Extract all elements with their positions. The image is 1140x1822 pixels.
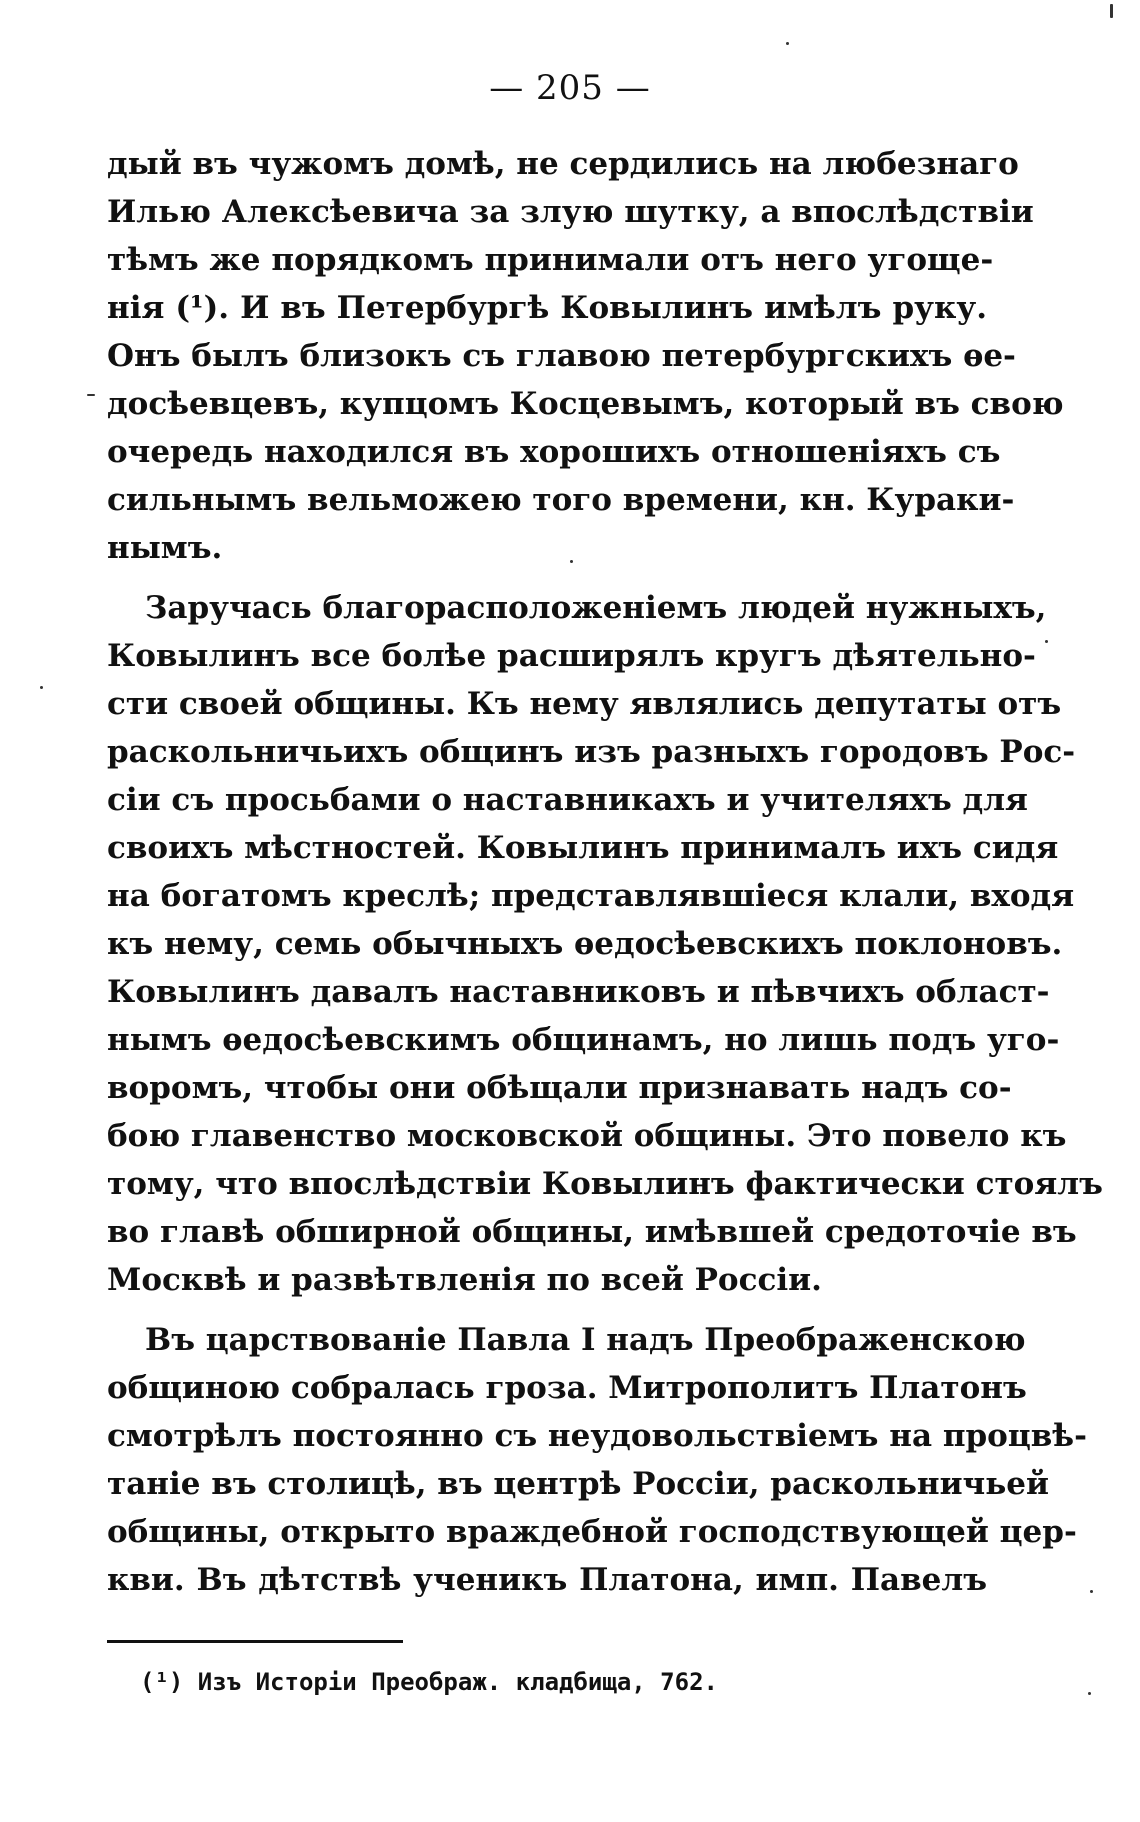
- text-line: дый въ чужомъ домѣ, не сердились на любезнаго: [107, 146, 1019, 182]
- text-line: Илью Алексѣевича за злую шутку, а впослѣдствіи: [107, 194, 1034, 230]
- text-line: во главѣ обширной общины, имѣвшей средоточіе въ: [107, 1214, 1077, 1250]
- scan-speck: [40, 686, 43, 689]
- text-line: нія (¹). И въ Петербургѣ Ковылинъ имѣлъ руку.: [107, 290, 987, 326]
- paragraph-gap: [107, 1304, 987, 1316]
- scan-speck: [1110, 4, 1113, 18]
- text-line: очередь находился въ хорошихъ отношеніяхъ съ: [107, 434, 1001, 470]
- text-line: Ковылинъ все болѣе расширялъ кругъ дѣятельно-: [107, 638, 1036, 674]
- text-line: общиною собралась гроза. Митрополитъ Платонъ: [107, 1370, 1027, 1406]
- text-line: смотрѣлъ постоянно съ неудовольствіемъ на процвѣ-: [107, 1418, 1087, 1454]
- scan-speck: [1090, 1590, 1093, 1593]
- text-line: бою главенство московской общины. Это повело къ: [107, 1118, 1067, 1154]
- text-line: тѣмъ же порядкомъ принимали отъ него угоще-: [107, 242, 994, 278]
- text-line: Онъ былъ близокъ съ главою петербургскихъ ѳе-: [107, 338, 1016, 374]
- scan-speck: [786, 42, 789, 45]
- text-line: сіи съ просьбами о наставникахъ и учителяхъ для: [107, 782, 1028, 818]
- body-text: [107, 140, 1103, 1604]
- footnote-divider: [107, 1640, 403, 1643]
- page-number: — 205 —: [489, 68, 651, 108]
- text-line: раскольничьихъ общинъ изъ разныхъ городовъ Рос-: [107, 734, 1076, 770]
- text-line: на богатомъ креслѣ; представлявшіеся клали, входя: [107, 878, 1075, 914]
- text-line: Ковылинъ давалъ наставниковъ и пѣвчихъ област-: [107, 974, 1050, 1010]
- text-line: нымъ.: [107, 530, 223, 566]
- scan-speck: [1045, 640, 1048, 643]
- text-line: сти своей общины. Къ нему являлись депутаты отъ: [107, 686, 1062, 722]
- text-line: Заручась благорасположеніемъ людей нужныхъ,: [145, 590, 1047, 626]
- text-line: сильнымъ вельможею того времени, кн. Кураки-: [107, 482, 1015, 518]
- scan-speck: [570, 560, 573, 563]
- footnote: (¹) Изъ Исторіи Преображ. кладбища, 762.: [140, 1668, 718, 1696]
- text-line: кви. Въ дѣтствѣ ученикъ Платона, имп. Павелъ: [107, 1562, 987, 1598]
- text-line: нымъ ѳедосѣевскимъ общинамъ, но лишь подъ уго-: [107, 1022, 1060, 1058]
- paragraph-gap: [107, 572, 987, 584]
- text-line: досѣевцевъ, купцомъ Косцевымъ, который въ свою: [107, 386, 1064, 422]
- text-line: тому, что впослѣдствіи Ковылинъ фактически стоялъ: [107, 1166, 1103, 1202]
- text-line: общины, открыто враждебной господствующей цер-: [107, 1514, 1077, 1550]
- text-line: своихъ мѣстностей. Ковылинъ принималъ ихъ сидя: [107, 830, 1059, 866]
- scan-speck: [87, 394, 95, 396]
- text-line: Въ царствованіе Павла I надъ Преображенскою: [145, 1322, 1026, 1358]
- text-line: таніе въ столицѣ, въ центрѣ Россіи, раскольничьей: [107, 1466, 1050, 1502]
- text-line: воромъ, чтобы они обѣщали признавать надъ со-: [107, 1070, 1012, 1106]
- text-line: Москвѣ и развѣтвленія по всей Россіи.: [107, 1262, 822, 1298]
- text-line: къ нему, семь обычныхъ ѳедосѣевскихъ поклоновъ.: [107, 926, 1063, 962]
- scan-speck: [1088, 1692, 1091, 1695]
